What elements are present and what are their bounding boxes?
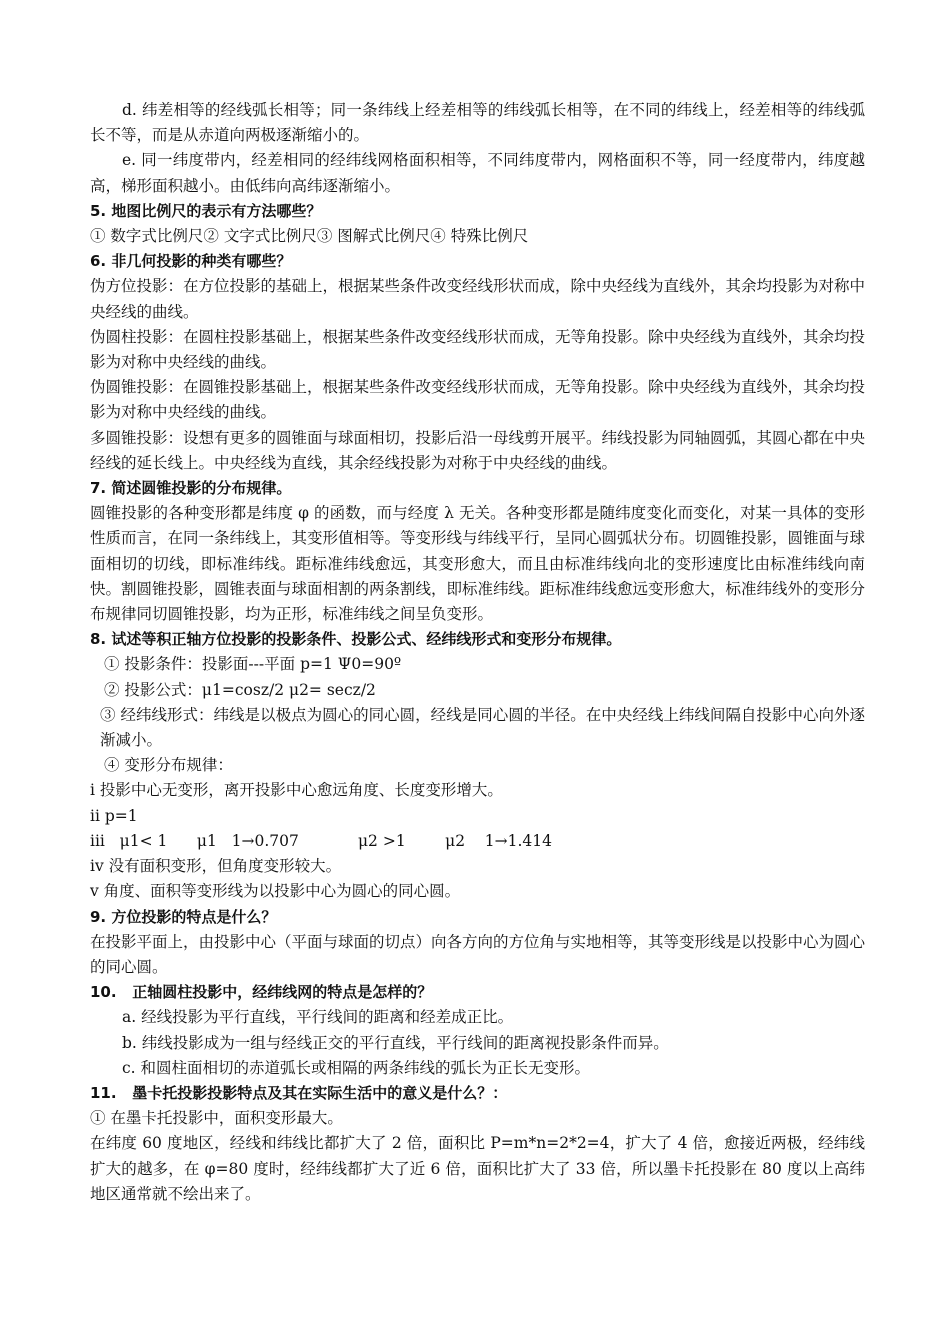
question-9: 9. 方位投影的特点是什么？ <box>90 907 277 926</box>
answer-6-pseudo-azimuthal: 伪方位投影：在方位投影的基础上，根据某些条件改变经线形状而成，除中央经线为直线外，其余均投影为对称中央经线的曲线。 <box>90 277 866 321</box>
answer-10-a: a. 经线投影为平行直线，平行线间的距离和经差成正比。 <box>122 1008 514 1027</box>
answer-8-i: i 投影中心无变形，离开投影中心愈远角度、长度变形增大。 <box>90 781 503 800</box>
question-5: 5. 地图比例尺的表示有方法哪些？ <box>90 201 322 220</box>
question-7: 7. 简述圆锥投影的分布规律。 <box>90 479 292 498</box>
answer-5: ① 数字式比例尺② 文字式比例尺③ 图解式比例尺④ 特殊比例尺 <box>90 227 529 246</box>
item-d: d. 纬差相等的经线弧长相等；同一条纬线上经差相等的纬线弧长相等，在不同的纬线上，经差相等的纬线弧长不等，而是从赤道向两极逐渐缩小的。 <box>90 101 865 145</box>
answer-6-pseudo-conic: 伪圆锥投影：在圆锥投影基础上，根据某些条件改变经线形状而成，无等角投影。除中央经线为直线外，其余均投影为对称中央经线的曲线。 <box>90 378 866 422</box>
answer-6-polyconic: 多圆锥投影：设想有更多的圆锥面与球面相切，投影后沿一母线剪开展平。纬线投影为同轴圆弧，其圆心都在中央经线的延长线上。中央经线为直线，其余经线投影为对称于中央经线的曲线。 <box>90 428 866 472</box>
answer-8-formula: ② 投影公式：μ1=cosz/2 μ2= secz/2 <box>104 680 376 699</box>
answer-9: 在投影平面上，由投影中心（平面与球面的切点）向各方向的方位角与实地相等，其等变形线是以投影中心为圆心的同心圆。 <box>90 932 866 976</box>
answer-8-v: v 角度、面积等变形线为以投影中心为圆心的同心圆。 <box>90 882 461 901</box>
answer-7: 圆锥投影的各种变形都是纬度 φ 的函数，而与经度 λ 无关。各种变形都是随纬度变化而变化，对某一具体的变形性质而言，在同一条纬线上，其变形值相等。等变形线与纬线平行，呈同心圆弧状分布。切圆锥投影，圆锥面与球面相切的切线，即标准纬线。距标准纬线愈远，其变形愈大，而且由标准纬线向北的变形速度比由标准纬线向南快。割圆锥投影，圆锥表面与球面相割的两条割线，即标准纬线。距标准纬线愈远变形愈大，标准纬线外的变形分布规律同切圆锥投影，均为正形，标准纬线之间呈负变形。 <box>90 504 866 624</box>
answer-10-c: c. 和圆柱面相切的赤道弧长或相隔的两条纬线的弧长为正长无变形。 <box>122 1058 591 1077</box>
question-11: 11. 墨卡托投影投影特点及其在实际生活中的意义是什么？： <box>90 1083 508 1102</box>
question-10: 10. 正轴圆柱投影中，经纬线网的特点是怎样的？ <box>90 983 433 1002</box>
answer-11-1: ① 在墨卡托投影中，面积变形最大。 <box>90 1109 343 1128</box>
answer-6-pseudo-cylindrical: 伪圆柱投影：在圆柱投影基础上，根据某些条件改变经线形状而成，无等角投影。除中央经线为直线外，其余均投影为对称中央经线的曲线。 <box>90 327 866 372</box>
question-6: 6. 非几何投影的种类有哪些？ <box>90 252 292 271</box>
answer-8-conditions: ① 投影条件：投影面---平面 p=1 Ψ0=90º <box>104 655 402 674</box>
question-8: 8. 试述等积正轴方位投影的投影条件、投影公式、经纬线形式和变形分布规律。 <box>90 630 622 649</box>
answer-8-iv: iv 没有面积变形，但角度变形较大。 <box>90 857 342 876</box>
answer-10-b: b. 纬线投影成为一组与经线正交的平行直线，平行线间的距离视投影条件而异。 <box>122 1033 669 1052</box>
item-e: e. 同一纬度带内，经差相同的经纬线网格面积相等，不同纬度带内，网格面积不等，同一经度带内，纬度越高，梯形面积越小。由低纬向高纬逐渐缩小。 <box>90 151 865 195</box>
document-page <box>90 98 865 1207</box>
answer-8-iii: iii μ1< 1 μ1 1→0.707 μ2 >1 μ2 1→1.414 <box>90 831 552 850</box>
answer-11-2: 在纬度 60 度地区，经线和纬线比都扩大了 2 倍，面积比 P=m*n=2*2=4，扩大了 4 倍，愈接近两极，经纬线扩大的越多，在 φ=80 度时，经纬线都扩大了近 6 倍，面积比扩大了 33 倍，所以墨卡托投影在 80 度以上高纬地区通常就不绘出来了。 <box>90 1134 865 1203</box>
answer-8-distortion-heading: ④ 变形分布规律： <box>104 756 233 775</box>
answer-8-graticule: ③ 经纬线形式：纬线是以极点为圆心的同心圆，经线是同心圆的半径。在中央经线上纬线间隔自投影中心向外逐渐减小。 <box>100 705 865 750</box>
answer-8-ii: ii p=1 <box>90 806 138 825</box>
